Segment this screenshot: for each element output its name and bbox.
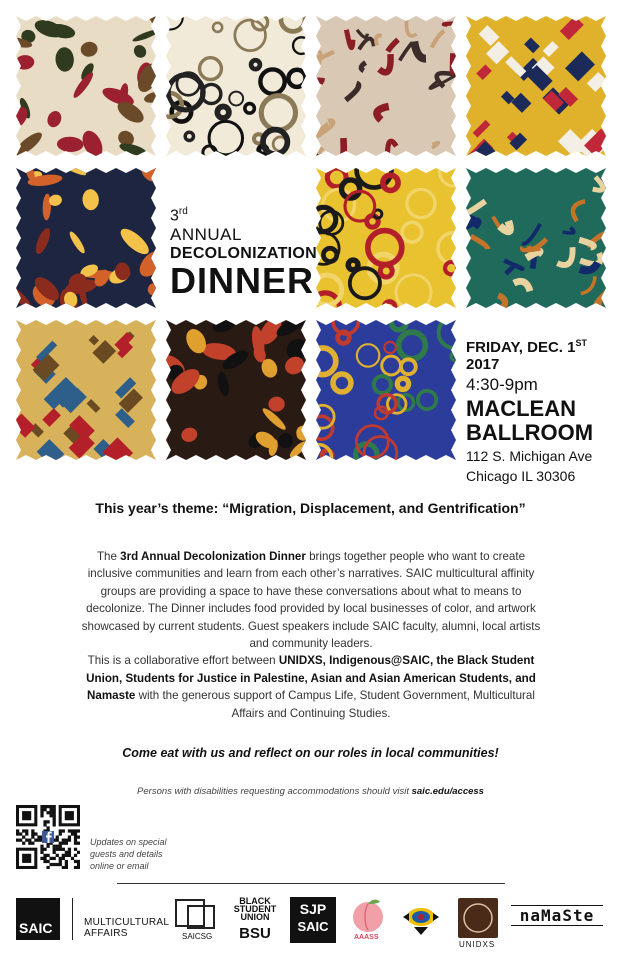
updates-note: Updates on special guests and details online or email <box>90 837 167 871</box>
fabric-swatch <box>166 320 306 460</box>
fabric-swatch <box>166 16 306 156</box>
logo-divider <box>72 898 73 940</box>
sjp-saic-logo: SJP SAIC <box>290 897 336 943</box>
fabric-swatch <box>316 168 456 308</box>
unidxs-logo: UNIDXS <box>458 898 498 938</box>
namaste-logo: naMaSte <box>511 905 603 926</box>
event-address: 112 S. Michigan Ave Chicago IL 30306 <box>466 448 593 484</box>
fabric-swatch <box>16 168 156 308</box>
accessibility-note: Persons with disabilities requesting accommodations should visit saic.edu/access <box>137 786 484 797</box>
saicsg-logo: SAICSG <box>174 898 218 942</box>
fabric-swatch <box>466 168 606 308</box>
theme-heading: This year’s theme: “Migration, Displacement, and Gentrification” <box>95 500 526 516</box>
title-annual: ANNUAL <box>170 225 242 245</box>
divider <box>117 883 505 884</box>
aaass-logo: AAASS <box>348 896 388 944</box>
event-date: FRIDAY, DEC. 1ST 2017 <box>466 338 587 373</box>
title-dinner: DINNER <box>170 260 315 302</box>
qr-code[interactable] <box>16 805 80 869</box>
bsu-logo: BLACK STUDENT UNION BSU <box>233 896 277 942</box>
fabric-swatch <box>316 320 456 460</box>
indigenous-saic-logo <box>398 897 444 943</box>
fabric-swatch <box>316 16 456 156</box>
saic-logo: SAIC <box>16 898 60 940</box>
description: The 3rd Annual Decolonization Dinner brings together people who want to create inclusive communities and learn from each other’s narratives. SAIC multicultural affinity groups are providing a space to have these conversations about what to means to decolonize. The Dinner includes food provided by local businesses of color, and artwork showcased by current students. Guest speakers include SAIC faculty, alumni, local artists and community leaders. This is a collaborative effort between UNIDXS, Indigenous@SAIC, the Black Student Union, Students for Justice in Palestine, Asian and Asian American Students, and Namaste with the generous support of Campus Life, Student Government, Multicultural Affairs and Continuing Studies. <box>81 550 541 720</box>
event-time: 4:30-9pm <box>466 375 538 394</box>
call-to-action: Come eat with us and reflect on our roles in local communities! <box>122 746 499 760</box>
access-link[interactable]: saic.edu/access <box>411 786 484 797</box>
title-decolonization: DECOLONIZATION <box>170 245 318 263</box>
event-venue: MACLEAN BALLROOM <box>466 396 594 446</box>
fabric-swatch <box>466 16 606 156</box>
event-title <box>170 206 318 302</box>
fabric-swatch <box>16 16 156 156</box>
fabric-swatch <box>16 320 156 460</box>
multicultural-affairs-logo: MULTICULTURAL AFFAIRS <box>84 917 170 939</box>
title-ordinal: 3rd <box>170 206 188 225</box>
event-details <box>466 338 621 487</box>
